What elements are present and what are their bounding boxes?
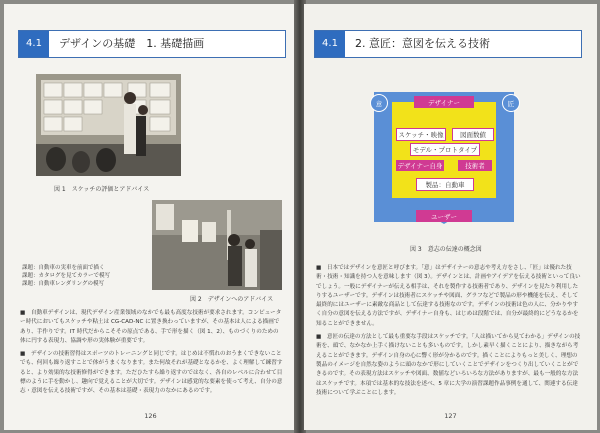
- page-number: 126: [144, 412, 157, 420]
- section-header: [18, 30, 286, 58]
- body-text: [20, 309, 284, 401]
- figure2-photo: [152, 200, 282, 290]
- body-text: [316, 264, 582, 402]
- figure3-caption: 図 3 意志の伝達の概念図: [410, 246, 482, 253]
- section-header: [314, 30, 582, 58]
- intent-transfer-diagram: [374, 92, 514, 234]
- left-page: [4, 4, 297, 430]
- paragraph: ■ 自動車デザインは、現代デザイン産業領域のなかでも最も高度な技術が要求されます。コンピューター時代においてもスケッチや粘土は CG-CAD-NC に置き換わっていますが、その基本は人による描画であり、手作りです。IT 時代だからこそその原点である、手で形を描く（図 1、2）、ものづくりのための体に円する表現力、協調や形の実体験が重要です。: [20, 310, 282, 344]
- figure1-caption: 図 1 スケッチの評価とアドバイス: [54, 186, 150, 193]
- right-page: [304, 4, 597, 430]
- intent-circle: 意: [370, 94, 388, 112]
- section-title: デザインの基礎 1. 基礎描画: [59, 37, 205, 50]
- paragraph: ■ デザインの技術習得はスポーツのトレーニングと同じです。はじめは不慣れのおうまくできないことでも、何回も繰り返すことで体がうまくなります。また何故それが基礎となるかを、よく理解して練習すると、より効果的な技術修得ができます。ただひたすら繰り返すのではなく、各自のレベルに合わせて目標のように手を動かし、趣向で覚えることが大切です。デザインは感覚的な要素を使って考え、自分の意志・意図を伝える技術ですが、その基本は基礎・表現力のなかにあるのです。: [20, 351, 283, 395]
- paragraph: ■ 意匠の伝達の方法として最も重要な手段はスケッチです。「人は描いてから見てわかる」デザインの技術を、頭で、なかなか上手く描けないことも多いものです。しかし素早く描くことにより、描きながら考えることができます。デザイン自身の心に響く形が分かるのです。描くことによりもっと美しく、理想の製品のイメージを自然な姿のように頭のなかで形にしていくことでデザインをつくり出していくことができるのです。その表現方法はスケッチや図面、数値などいろいろな方法がありますが、最も一般的な方法はスケッチです。本項では基本的な技法を述べ、5 章に大学の演習課題作品事例を通して、関連する伝達技術について学ぶことにします。: [316, 334, 581, 396]
- sketch-box: スケッチ・映像: [396, 128, 446, 141]
- drawing-box: 図面数値: [452, 128, 494, 141]
- figure1-photo: [36, 74, 181, 176]
- section-number: 4.1: [19, 31, 49, 57]
- product-box: 製品：自動車: [416, 178, 474, 191]
- section-title: 2. 意匠：意図を伝える技術: [355, 37, 490, 50]
- task-item: 課題：カタログを見てカラーで模写: [22, 273, 111, 279]
- craft-circle: 匠: [502, 94, 520, 112]
- engineer-box: 技術者: [458, 160, 492, 171]
- design-advice-illustration: [152, 200, 282, 290]
- paragraph: ■ 日本ではデザインを意匠と呼びます。「意」はデザイナーの意志や考え方をさし、「匠」は優れた技術・技術・知識を持つ人を意味します（図 3）。デザインとは、計画やアイデアを伝える技術といって良いでしょう。一般にデザイナーが伝える相手は、それを製作する技術者であり、デザインを見たり利用したりするユーザーです。デザインは技術者にスケッチや図面、グラフなどで製品の形や機能を伝え、そして最終的にはユーザーに素敵な商品として伝達する技術なのです。デザインの技術は色の人に、分かりやすく自分の意図を伝える方法ですが、デザイナー自身も、はじめは段階では、自分が最終的にどうなるかを知ることができません。: [316, 265, 581, 327]
- section-number: 4.1: [315, 31, 345, 57]
- task-item: 課題：自動車レンダリングの模写: [22, 281, 105, 287]
- task-list: [22, 264, 110, 288]
- figure2-caption: 図 2 デザインへのアドバイス: [190, 296, 274, 303]
- sketch-review-illustration: [36, 74, 181, 176]
- user-box: ユーザー: [416, 210, 472, 222]
- designer-self-box: デザイナー自身: [397, 162, 443, 170]
- designer-box: デザイナー: [414, 96, 474, 108]
- task-item: 課題：自動車の実車を前面で描く: [22, 265, 105, 271]
- model-box: モデル・プロトタイプ: [410, 143, 480, 156]
- page-number: 127: [444, 412, 457, 420]
